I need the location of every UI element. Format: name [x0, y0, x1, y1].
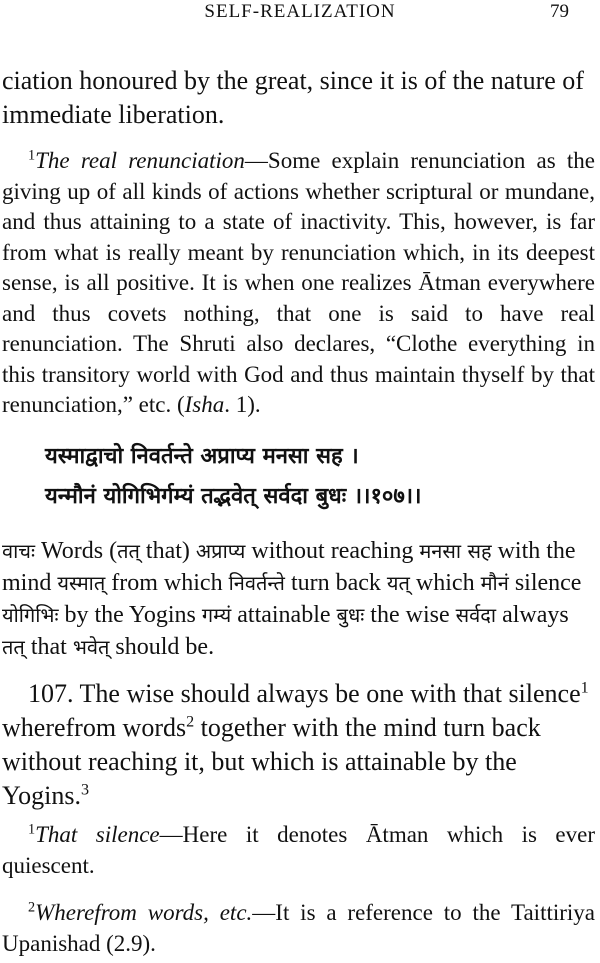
translation-text-2: wherefrom words: [2, 713, 187, 742]
gloss-english-meaning: which: [409, 570, 481, 596]
footnote-marker: 1: [28, 147, 36, 164]
footnote-body: —It is a reference to the Taittiriya Upanishad (2.9).: [2, 900, 595, 956]
gloss-sanskrit-term: निवर्तन्ते: [228, 571, 285, 595]
footnote-body: —Here it denotes Ātman which is ever quiescent.: [2, 822, 595, 878]
gloss-sanskrit-term: योगिभिः: [2, 603, 59, 627]
gloss-sanskrit-term: बुधः: [336, 603, 365, 627]
gloss-sanskrit-term: तत्: [117, 539, 140, 563]
footnote-term: That silence: [35, 822, 160, 847]
gloss-sanskrit-term: यस्मात्: [57, 571, 106, 595]
footnote-reference: Isha: [184, 392, 225, 417]
gloss-sanskrit-term: सर्वदा: [455, 603, 497, 627]
translation-text-3: together with the mind turn back without reaching it, but which is attainable by the Yogins.: [2, 713, 541, 810]
opening-paragraph: [2, 64, 595, 132]
gloss-english-meaning: attainable: [231, 602, 337, 628]
gloss-sanskrit-term: यत्: [386, 571, 410, 595]
gloss-english-meaning: that: [24, 634, 73, 660]
verse-line-1: यस्माद्वाचो निवर्तन्ते अप्राप्य मनसा सह ।: [45, 444, 359, 469]
gloss-english-meaning: with the mind: [2, 538, 576, 596]
footnote-that-silence: [2, 820, 595, 881]
sanskrit-verse: [45, 437, 595, 517]
footnote-ref-1: 1: [580, 679, 589, 697]
gloss-english-meaning: should be.: [109, 634, 215, 660]
running-header: [0, 0, 600, 26]
gloss-english-meaning: that): [139, 538, 196, 564]
verse-number: 107.: [28, 679, 74, 708]
gloss-english-meaning: silence: [508, 570, 582, 596]
gloss-sanskrit-term: तत्: [2, 635, 25, 659]
footnote-body: —Some explain renunciation as the giving up of all kinds of actions whether scriptural or mundane, and thus attaining to a state of inactivity. This, however, is far from what is really meant by renunciation which, in its deepest sense, is all positive. It is when one realizes Ātman everywhere and thus covets nothing, that one is said to have real renunciation. The Shruti also declares, “Clothe everything in this transitory world with God and thus maintain thyself by that renunciation,” etc. (: [2, 148, 595, 417]
gloss-english-meaning: always: [496, 602, 569, 628]
gloss-english-meaning: without reaching: [245, 538, 420, 564]
opening-line-2: immediate liberation.: [2, 100, 225, 129]
running-title: SELF-REALIZATION: [204, 1, 396, 22]
gloss-english-meaning: turn back: [284, 570, 387, 596]
gloss-english-meaning: the wise: [364, 602, 456, 628]
footnote-reference-tail: . 1).: [224, 392, 261, 417]
gloss-english-meaning: by the Yogins: [58, 602, 202, 628]
footnote-ref-3: 3: [81, 781, 90, 799]
footnote-term: The real renunciation: [35, 148, 245, 173]
footnote-marker: 2: [28, 899, 36, 916]
gloss-sanskrit-term: अप्राप्य: [195, 539, 246, 563]
word-gloss: [2, 535, 595, 663]
footnote-ref-2: 2: [186, 713, 195, 731]
verse-translation: [2, 677, 595, 813]
gloss-sanskrit-term: भवेत्: [72, 635, 110, 659]
page-number: 79: [550, 1, 569, 22]
translation-text-1: The wise should always be one with that silence: [79, 679, 581, 708]
footnote-wherefrom-words: [2, 898, 595, 959]
opening-line-1: ciation honoured by the great, since it is of the nature of: [2, 66, 584, 95]
gloss-sanskrit-term: गम्यं: [201, 603, 232, 627]
gloss-english-meaning: from which: [105, 570, 229, 596]
footnote-real-renunciation: [2, 146, 595, 421]
gloss-sanskrit-term: मौनं: [480, 571, 509, 595]
footnote-marker: 1: [28, 821, 36, 838]
gloss-english-meaning: Words (: [35, 538, 118, 564]
gloss-sanskrit-term: मनसा सह: [419, 539, 492, 563]
verse-line-2: यन्मौनं योगिभिर्गम्यं तद्भवेत् सर्वदा बुधः ।।१०७।।: [45, 484, 422, 509]
gloss-sanskrit-term: वाचः: [2, 539, 36, 563]
footnote-term: Wherefrom words, etc.: [35, 900, 253, 925]
